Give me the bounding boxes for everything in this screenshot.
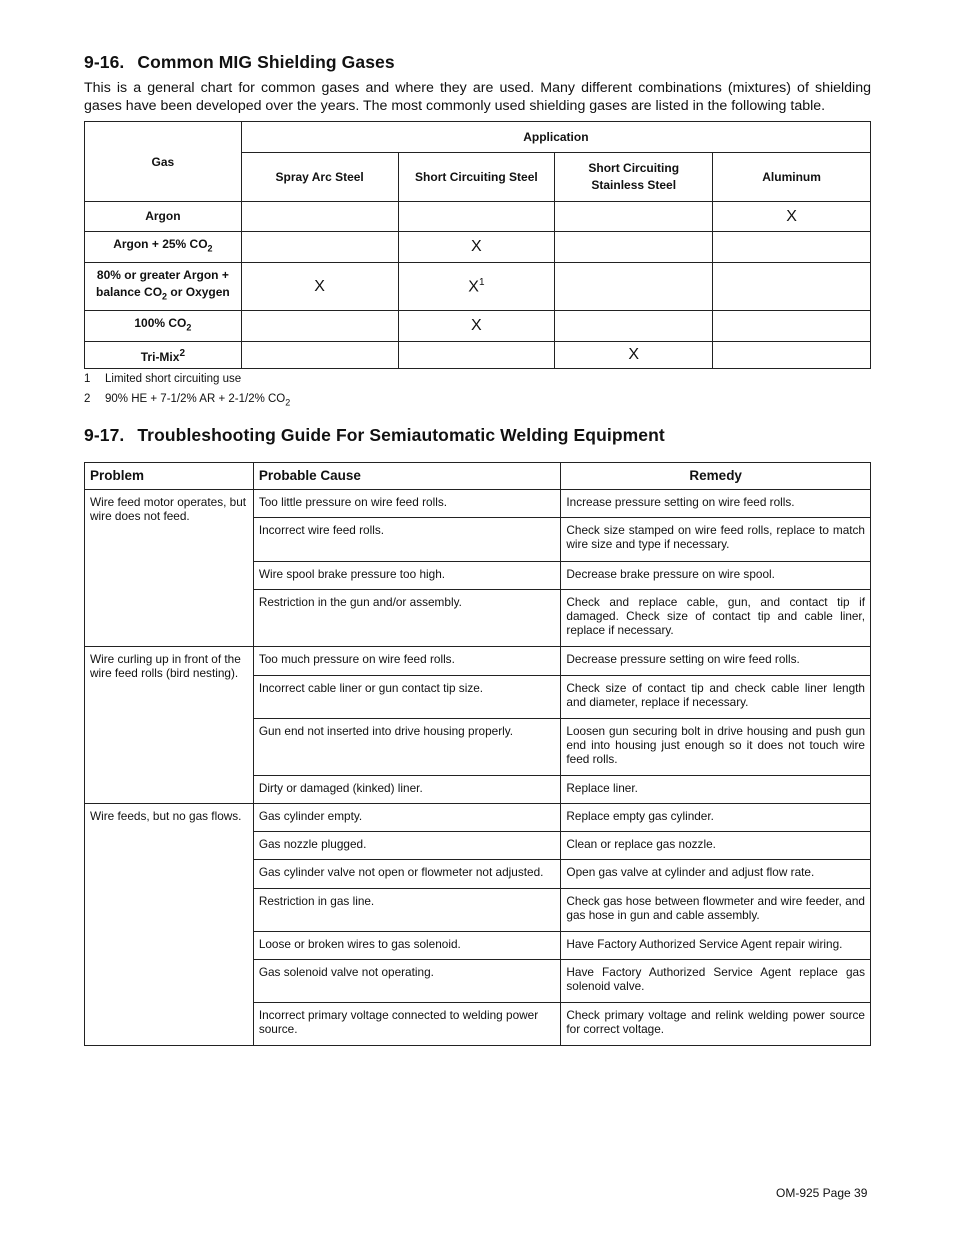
usage-mark: [241, 311, 398, 342]
footnote-text: Limited short circuiting use: [105, 373, 242, 385]
remedy-cell: Have Factory Authorized Service Agent repair wiring.: [561, 932, 871, 960]
gas-name: Argon: [85, 202, 242, 232]
usage-mark: [398, 263, 555, 311]
section-title: Common MIG Shielding Gases: [137, 52, 395, 72]
column-header: Spray Arc Steel: [241, 153, 398, 202]
usage-mark: [241, 232, 398, 263]
usage-mark: X: [713, 202, 871, 232]
problem-cell: Wire curling up in front of the wire feed rolls (bird nesting).: [85, 647, 254, 804]
cause-header: Probable Cause: [253, 463, 561, 490]
remedy-cell: Open gas valve at cylinder and adjust flow rate.: [561, 860, 871, 889]
gas-name-text: Tri-Mix: [140, 349, 180, 364]
footnote: [84, 371, 871, 391]
section-number: 9-16.: [84, 52, 125, 72]
cause-cell: Loose or broken wires to gas solenoid.: [253, 932, 561, 960]
page-content: [84, 52, 871, 1046]
cause-cell: Gas solenoid valve not operating.: [253, 960, 561, 1003]
cause-cell: Wire spool brake pressure too high.: [253, 562, 561, 590]
remedy-cell: Have Factory Authorized Service Agent replace gas solenoid valve.: [561, 960, 871, 1003]
usage-mark: [713, 342, 871, 369]
remedy-cell: Check gas hose between flowmeter and wire feeder, and gas hose in gun and cable assembly.: [561, 889, 871, 932]
usage-mark: X: [398, 311, 555, 342]
column-header-text: Short Circuiting Stainless Steel: [588, 161, 680, 192]
gas-name-line: [86, 284, 240, 305]
usage-mark: [555, 311, 713, 342]
usage-mark: [713, 232, 871, 263]
cause-cell: Incorrect primary voltage connected to welding power source.: [253, 1003, 561, 1046]
usage-mark: [555, 202, 713, 232]
section-number: 9-17.: [84, 425, 125, 445]
remedy-cell: Decrease pressure setting on wire feed rolls.: [561, 647, 871, 676]
problem-cell: Wire feeds, but no gas flows.: [85, 804, 254, 1046]
remedy-cell: Check primary voltage and relink welding power source for correct voltage.: [561, 1003, 871, 1046]
gas-column-header: Gas: [85, 122, 242, 202]
gas-name: [85, 232, 242, 263]
usage-mark: [398, 342, 555, 369]
remedy-cell: Check and replace cable, gun, and contact tip if damaged. Check size of contact tip and cable liner, replace if necessary.: [561, 590, 871, 647]
gas-name-text: or Oxygen: [167, 285, 230, 300]
table-row: [85, 804, 871, 832]
problem-cell: Wire feed motor operates, but wire does not feed.: [85, 490, 254, 647]
gas-name-text: Argon + 25% CO: [113, 237, 208, 252]
gas-name-text: 100% CO: [134, 316, 187, 331]
column-header: Aluminum: [713, 153, 871, 202]
subscript: 2: [162, 291, 168, 302]
gas-name-line: 80% or greater Argon +: [96, 268, 229, 283]
usage-mark: X: [555, 342, 713, 369]
remedy-cell: Loosen gun securing bolt in drive housing and push gun end into housing just enough so it does not touch wire feed rolls.: [561, 719, 871, 776]
remedy-cell: Clean or replace gas nozzle.: [561, 832, 871, 860]
cause-cell: Restriction in gas line.: [253, 889, 561, 932]
usage-mark: [713, 263, 871, 311]
table-row: [85, 647, 871, 676]
cause-cell: Incorrect wire feed rolls.: [253, 518, 561, 562]
gas-name: [85, 311, 242, 342]
footnotes: [84, 371, 871, 411]
footnote: [84, 391, 871, 411]
header-row: [85, 463, 871, 490]
section-heading-9-16: [84, 52, 871, 73]
usage-mark: [555, 232, 713, 263]
shielding-gas-table: [84, 121, 871, 369]
cause-cell: Gas cylinder empty.: [253, 804, 561, 832]
cause-cell: Incorrect cable liner or gun contact tip size.: [253, 676, 561, 719]
section-intro: This is a general chart for common gases and where they are used. Many different combinations (mixtures) of shielding gases have been developed over the years. The most commonly used shielding gases are listed in the following table.: [84, 80, 871, 114]
footnote-number: 2: [84, 393, 91, 405]
cause-cell: Dirty or damaged (kinked) liner.: [253, 776, 561, 804]
troubleshooting-table: [84, 462, 871, 1046]
remedy-cell: Decrease brake pressure on wire spool.: [561, 562, 871, 590]
footnote-number: 1: [84, 373, 91, 385]
column-header: Short Circuiting Steel: [398, 153, 555, 202]
usage-mark: [241, 202, 398, 232]
cause-cell: Gas nozzle plugged.: [253, 832, 561, 860]
usage-mark: [713, 311, 871, 342]
table-row: [85, 490, 871, 518]
remedy-cell: Replace liner.: [561, 776, 871, 804]
gas-name-text: balance CO: [96, 285, 163, 300]
usage-mark: [398, 202, 555, 232]
gas-name: [85, 263, 242, 311]
section-title: Troubleshooting Guide For Semiautomatic Welding Equipment: [137, 425, 665, 445]
column-header: [555, 153, 713, 202]
cause-cell: Too much pressure on wire feed rolls.: [253, 647, 561, 676]
usage-mark: [555, 263, 713, 311]
remedy-cell: Check size of contact tip and check cable liner length and diameter, replace if necessary.: [561, 676, 871, 719]
usage-mark-text: X: [468, 278, 479, 296]
subscript: 2: [285, 397, 291, 408]
remedy-header: Remedy: [561, 463, 871, 490]
footnote-ref: 2: [179, 347, 185, 359]
application-header: Application: [241, 122, 870, 153]
usage-mark: [241, 342, 398, 369]
cause-cell: Gun end not inserted into drive housing properly.: [253, 719, 561, 776]
section-heading-9-17: [84, 425, 871, 446]
remedy-cell: Increase pressure setting on wire feed rolls.: [561, 490, 871, 518]
cause-cell: Too little pressure on wire feed rolls.: [253, 490, 561, 518]
cause-cell: Gas cylinder valve not open or flowmeter not adjusted.: [253, 860, 561, 889]
gas-name: [85, 342, 242, 369]
cause-cell: Restriction in the gun and/or assembly.: [253, 590, 561, 647]
subscript: 2: [186, 322, 192, 333]
page-footer: OM-925 Page 39: [776, 1186, 868, 1200]
footnote-text: 90% HE + 7-1/2% AR + 2-1/2% CO: [105, 393, 286, 405]
subscript: 2: [207, 243, 213, 254]
problem-header: Problem: [85, 463, 254, 490]
remedy-cell: Check size stamped on wire feed rolls, replace to match wire size and type if necessary.: [561, 518, 871, 562]
remedy-cell: Replace empty gas cylinder.: [561, 804, 871, 832]
usage-mark: X: [241, 263, 398, 311]
footnote-ref: 1: [478, 276, 485, 288]
usage-mark: X: [398, 232, 555, 263]
